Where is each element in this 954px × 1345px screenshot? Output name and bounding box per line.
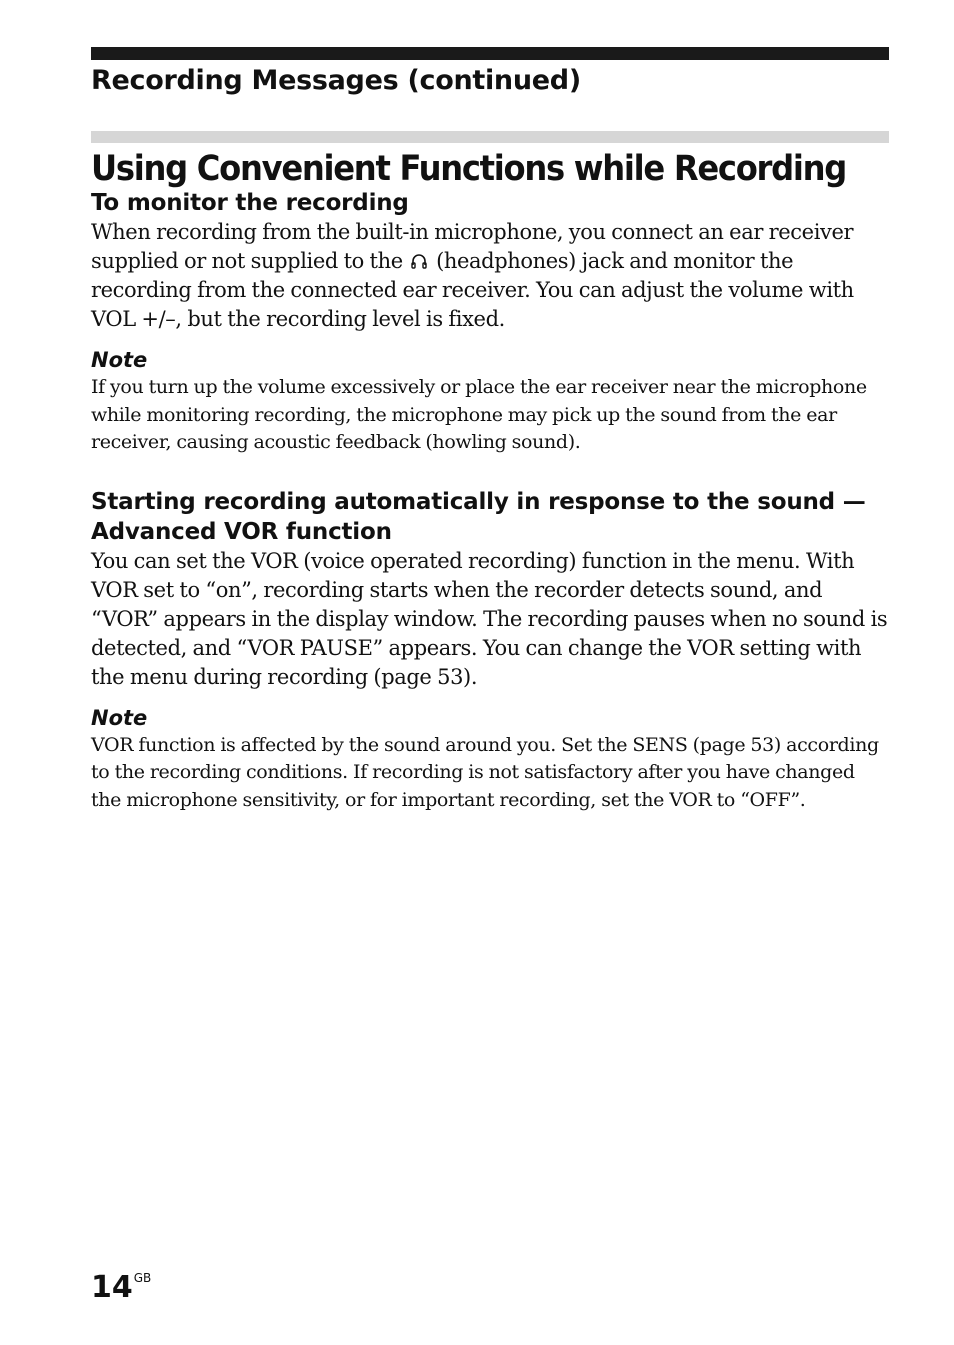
section-title: Using Convenient Functions while Recording — [91, 149, 847, 189]
section-rule — [91, 131, 889, 143]
vor-note-text: VOR function is affected by the sound around you. Set the SENS (page 53) according to the recording conditions. If recording is not satisfactory after you have changed the microphone sensitivity, or for important recording, set the VOR to “OFF”. — [91, 733, 879, 811]
monitor-paragraph — [91, 218, 889, 334]
vor-paragraph: You can set the VOR (voice operated recording) function in the menu. With VOR set to “on”, recording starts when the recorder detects sound, and “VOR” appears in the display window. The recording pauses when no sound is detected, and “VOR PAUSE” appears. You can change the VOR setting with the menu during recording (page 53). — [91, 548, 888, 689]
running-header: Recording Messages (continued) — [91, 65, 581, 96]
headphones-icon — [410, 249, 428, 267]
vor-heading: Starting recording automatically in response to the sound — Advanced VOR function — [91, 488, 866, 545]
monitor-text-part2: (headphones) jack and monitor the recording from the connected ear receiver. You can adjust the volume with VOL +/–, but the recording level is fixed. — [91, 249, 854, 331]
page-number — [91, 1258, 151, 1308]
monitor-heading: To monitor the recording — [91, 190, 409, 216]
page-number-value: 14 — [91, 1270, 133, 1305]
monitor-text-part1: When recording from the built-in microphone, you connect an ear receiver supplied or not supplied to the — [91, 220, 854, 273]
page-content — [91, 188, 889, 814]
top-rule — [91, 47, 889, 60]
monitor-note-text: If you turn up the volume excessively or place the ear receiver near the microphone while monitoring recording, the microphone may pick up the sound from the ear receiver, causing acoustic feedback (howling sound). — [91, 376, 867, 453]
monitor-note-label: Note — [91, 348, 148, 372]
page-number-suffix: GB — [133, 1271, 152, 1285]
section-spacer — [91, 457, 889, 487]
vor-note-label: Note — [91, 705, 148, 730]
